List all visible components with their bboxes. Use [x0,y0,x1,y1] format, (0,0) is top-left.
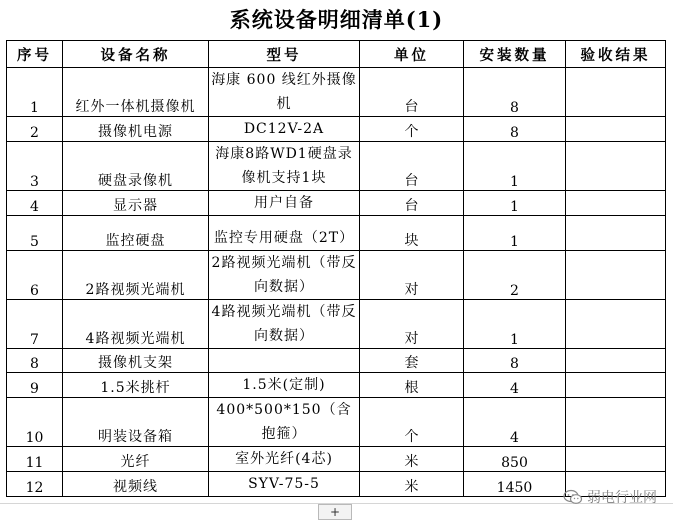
cell-no: 6 [7,251,63,300]
table-row [7,68,666,117]
cell-name: 4路视频光端机 [63,300,209,349]
watermark [563,486,657,508]
cell-qty: 8 [464,349,566,373]
table-row [7,398,666,447]
cell-result [566,117,666,142]
cell-name: 监控硬盘 [63,216,209,251]
cell-unit: 个 [360,398,464,447]
cell-unit: 个 [360,117,464,142]
cell-name: 红外一体机摄像机 [63,68,209,117]
header-qty: 安装数量 [464,41,566,68]
cell-no: 4 [7,191,63,216]
cell-unit: 台 [360,142,464,191]
header-no: 序号 [7,41,63,68]
cell-result [566,216,666,251]
cell-no: 12 [7,472,63,497]
cell-qty: 1450 [464,472,566,497]
cell-qty: 1 [464,142,566,191]
cell-no: 1 [7,68,63,117]
cell-no: 2 [7,117,63,142]
cell-model: SYV-75-5 [209,472,360,497]
cell-model: 海康8路WD1硬盘录像机支持1块 [209,142,360,191]
cell-qty: 8 [464,117,566,142]
cell-unit: 米 [360,447,464,472]
cell-model: 监控专用硬盘（2T） [209,216,360,251]
wechat-icon [563,489,583,505]
header-model: 型号 [209,41,360,68]
cell-model: 400*500*150（含抱箍） [209,398,360,447]
watermark-text: 弱电行业网 [587,490,657,506]
table-header-row [7,41,666,68]
cell-qty: 1 [464,300,566,349]
cell-model: 4路视频光端机（带反向数据） [209,300,360,349]
cell-qty: 4 [464,373,566,398]
cell-result [566,68,666,117]
cell-name: 摄像机电源 [63,117,209,142]
cell-name: 显示器 [63,191,209,216]
cell-result [566,373,666,398]
cell-qty: 2 [464,251,566,300]
cell-unit: 套 [360,349,464,373]
cell-unit: 米 [360,472,464,497]
cell-result [566,398,666,447]
table-row [7,349,666,373]
table-row [7,251,666,300]
cell-no: 9 [7,373,63,398]
cell-no: 10 [7,398,63,447]
cell-no: 5 [7,216,63,251]
cell-qty: 4 [464,398,566,447]
cell-model [209,349,360,373]
cell-name: 2路视频光端机 [63,251,209,300]
cell-unit: 台 [360,191,464,216]
table-row [7,373,666,398]
table-row [7,216,666,251]
cell-name: 视频线 [63,472,209,497]
cell-model: 1.5米(定制) [209,373,360,398]
page-title: 系统设备明细清单(1) [229,7,444,32]
add-sheet-button[interactable]: + [318,504,352,520]
cell-unit: 块 [360,216,464,251]
cell-qty: 8 [464,68,566,117]
cell-no: 11 [7,447,63,472]
cell-qty: 1 [464,216,566,251]
cell-model: 2路视频光端机（带反向数据） [209,251,360,300]
cell-model: 海康 600 线红外摄像机 [209,68,360,117]
equipment-table [6,40,666,497]
table-row [7,300,666,349]
header-result: 验收结果 [566,41,666,68]
cell-model: 室外光纤(4芯) [209,447,360,472]
cell-result [566,300,666,349]
cell-name: 明装设备箱 [63,398,209,447]
cell-model: 用户自备 [209,191,360,216]
table-row [7,447,666,472]
cell-result [566,349,666,373]
cell-no: 7 [7,300,63,349]
cell-no: 3 [7,142,63,191]
cell-name: 1.5米挑杆 [63,373,209,398]
header-unit: 单位 [360,41,464,68]
table-row [7,191,666,216]
cell-name: 光纤 [63,447,209,472]
cell-result [566,142,666,191]
cell-name: 硬盘录像机 [63,142,209,191]
cell-qty: 850 [464,447,566,472]
cell-result [566,447,666,472]
cell-qty: 1 [464,191,566,216]
cell-unit: 台 [360,68,464,117]
cell-unit: 根 [360,373,464,398]
table-row [7,117,666,142]
cell-result [566,191,666,216]
cell-unit: 对 [360,300,464,349]
cell-model: DC12V-2A [209,117,360,142]
cell-result [566,251,666,300]
cell-no: 8 [7,349,63,373]
cell-unit: 对 [360,251,464,300]
header-name: 设备名称 [63,41,209,68]
cell-name: 摄像机支架 [63,349,209,373]
table-row [7,142,666,191]
